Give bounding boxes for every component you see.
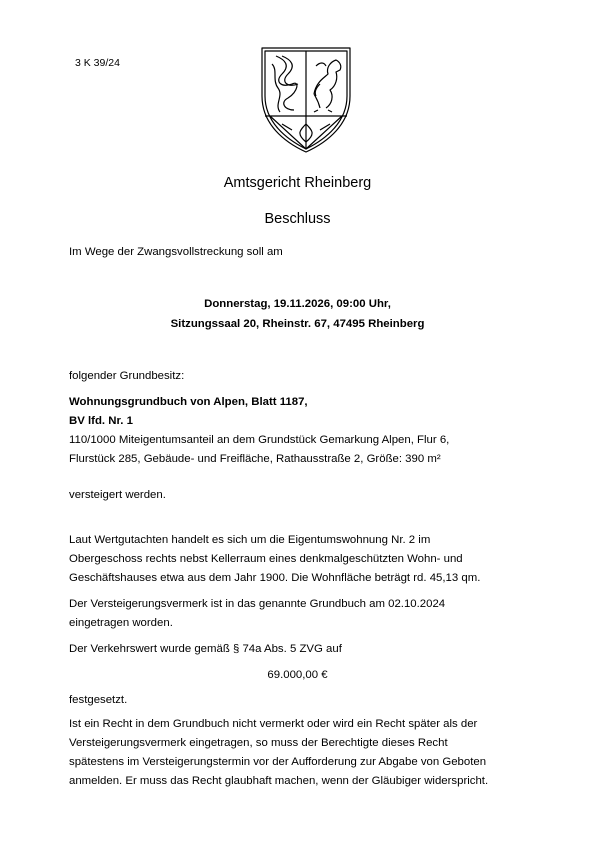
file-number: 3 K 39/24: [75, 57, 120, 69]
property-register: Wohnungsgrundbuch von Alpen, Blatt 1187,: [69, 396, 308, 408]
market-value: 69.000,00 €: [267, 669, 328, 681]
auctioned-text: versteigert werden.: [69, 489, 166, 501]
document-type: Beschluss: [264, 211, 331, 227]
appraisal-line: Geschäftshauses etwa aus dem Jahr 1900. Die Wohnfläche beträgt rd. 45,13 qm.: [69, 572, 481, 584]
appointment-datetime: Donnerstag, 19.11.2026, 09:00 Uhr,: [204, 298, 391, 310]
rights-notice-line: Ist ein Recht in dem Grundbuch nicht vermerkt oder wird ein Recht später als der: [69, 718, 478, 730]
rights-notice-line: anmelden. Er muss das Recht glaubhaft machen, wenn der Gläubiger widerspricht.: [69, 775, 489, 787]
registration-line: Der Versteigerungsvermerk ist in das genannte Grundbuch am 02.10.2024: [69, 598, 446, 610]
property-description-line: 110/1000 Miteigentumsanteil an dem Grundstück Gemarkung Alpen, Flur 6,: [69, 434, 450, 446]
rights-notice-line: spätestens im Versteigerungstermin vor der Aufforderung zur Abgabe von Geboten: [69, 756, 487, 768]
registration-line: eingetragen worden.: [69, 617, 173, 629]
appraisal-line: Obergeschoss rechts nebst Kellerraum eines denkmalgeschützten Wohn- und: [69, 553, 463, 565]
nrw-coat-of-arms-icon: [256, 44, 356, 156]
market-value-intro: Der Verkehrswert wurde gemäß § 74a Abs. 5 ZVG auf: [69, 643, 342, 655]
appointment-location: Sitzungssaal 20, Rheinstr. 67, 47495 Rheinberg: [170, 318, 425, 330]
appraisal-line: Laut Wertgutachten handelt es sich um die Eigentumswohnung Nr. 2 im: [69, 534, 431, 546]
property-label: folgender Grundbesitz:: [69, 370, 185, 382]
rights-notice-line: Versteigerungsvermerk eingetragen, so muss der Berechtigte dieses Recht: [69, 737, 448, 749]
intro-text: Im Wege der Zwangsvollstreckung soll am: [69, 246, 283, 258]
court-name: Amtsgericht Rheinberg: [223, 175, 372, 191]
fixed-text: festgesetzt.: [69, 694, 128, 706]
property-description-line: Flurstück 285, Gebäude- und Freifläche, Rathausstraße 2, Größe: 390 m²: [69, 453, 441, 465]
property-bv-number: BV lfd. Nr. 1: [69, 415, 133, 427]
